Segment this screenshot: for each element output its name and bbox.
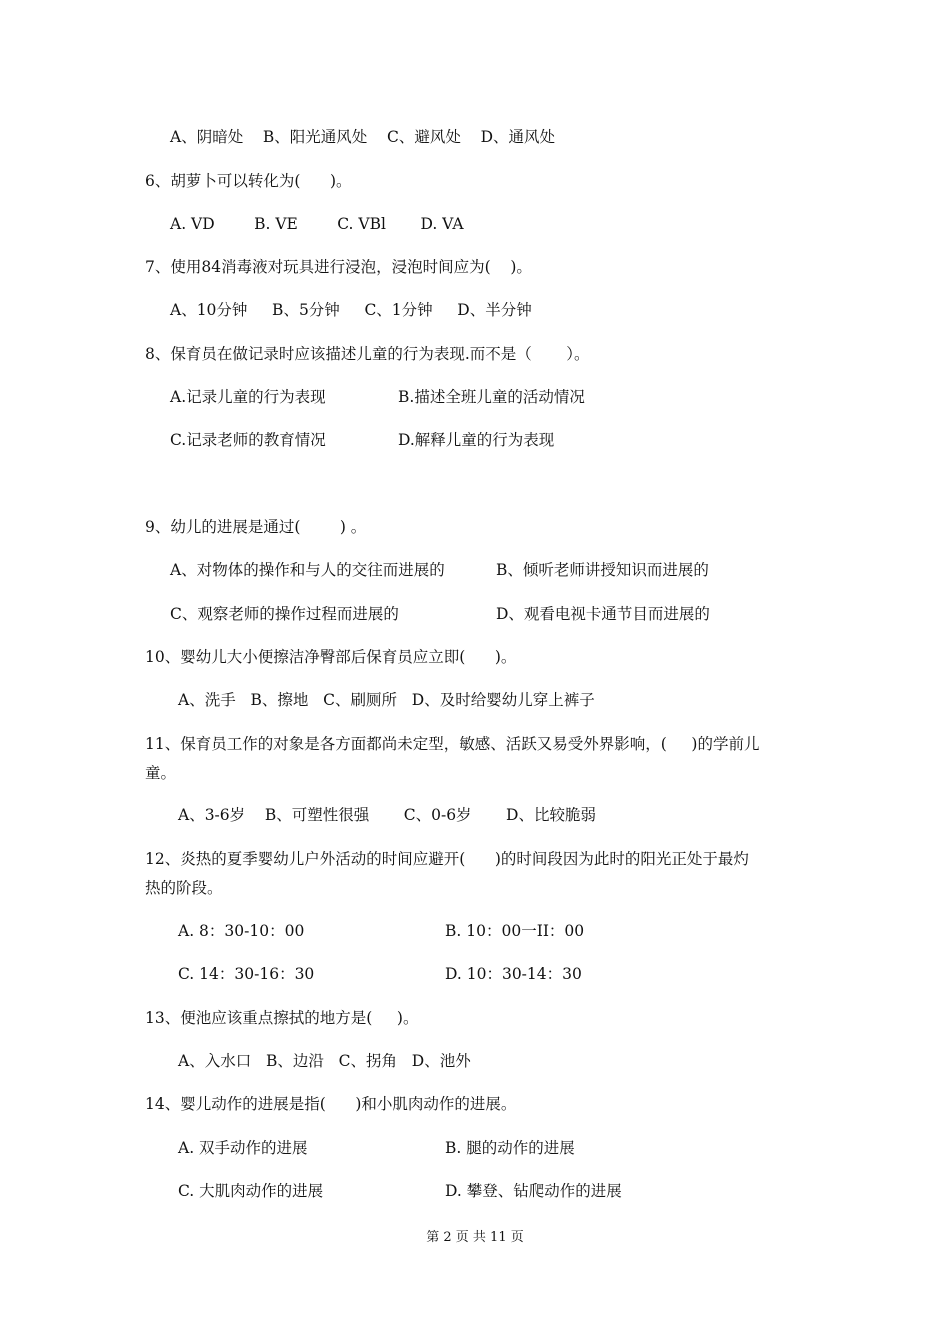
q13-stem: 13、便池应该重点擦拭的地方是( )。 bbox=[145, 1009, 419, 1027]
q9-option-d: D、观看电视卡通节目而进展的 bbox=[496, 605, 710, 623]
q12-stem-line2: 热的阶段。 bbox=[145, 879, 223, 897]
q9-stem: 9、幼儿的进展是通过( ) 。 bbox=[145, 518, 367, 536]
q11-options: A、3-6岁 B、可塑性很强 C、0-6岁 D、比较脆弱 bbox=[178, 806, 596, 824]
q9-option-a: A、对物体的操作和与人的交往而进展的 bbox=[170, 561, 445, 579]
q14-option-c: C. 大肌肉动作的进展 bbox=[178, 1182, 324, 1200]
q10-options: A、洗手 B、擦地 C、刷厕所 D、及时给婴幼儿穿上裤子 bbox=[178, 691, 595, 709]
q8-option-a: A.记录儿童的行为表现 bbox=[170, 388, 326, 406]
q12-option-d: D. 10：30-14：30 bbox=[445, 965, 582, 983]
q14-option-a: A. 双手动作的进展 bbox=[178, 1139, 308, 1157]
q12-option-c: C. 14：30-16：30 bbox=[178, 965, 315, 983]
q14-option-d: D. 攀登、钻爬动作的进展 bbox=[445, 1182, 622, 1200]
q12-stem-line1: 12、炎热的夏季婴幼儿户外活动的时间应避开( )的时间段因为此时的阳光正处于最灼 bbox=[145, 850, 749, 868]
q13-options: A、入水口 B、边沿 C、拐角 D、池外 bbox=[178, 1052, 471, 1070]
q5-options: A、阴暗处 B、阳光通风处 C、避风处 D、通风处 bbox=[170, 128, 555, 146]
q8-stem: 8、保育员在做记录时应该描述儿童的行为表现.而不是（ ）。 bbox=[145, 345, 590, 363]
q9-option-b: B、倾听老师讲授知识而进展的 bbox=[496, 561, 709, 579]
q12-option-b: B. 10：00一II：00 bbox=[445, 922, 585, 940]
q10-stem: 10、婴幼儿大小便擦洁净臀部后保育员应立即( )。 bbox=[145, 648, 517, 666]
q8-option-c: C.记录老师的教育情况 bbox=[170, 431, 326, 449]
q14-option-b: B. 腿的动作的进展 bbox=[445, 1139, 575, 1157]
page-footer: 第 2 页 共 11 页 bbox=[426, 1230, 524, 1245]
q11-stem-line2: 童。 bbox=[145, 764, 177, 782]
q8-option-d: D.解释儿童的行为表现 bbox=[398, 431, 555, 449]
q7-options: A、10分钟 B、5分钟 C、1分钟 D、半分钟 bbox=[170, 301, 532, 319]
q9-option-c: C、观察老师的操作过程而进展的 bbox=[170, 605, 399, 623]
q12-option-a: A. 8：30-10：00 bbox=[178, 922, 305, 940]
q11-stem-line1: 11、保育员工作的对象是各方面都尚未定型，敏感、活跃又易受外界影响，( )的学前儿 bbox=[145, 735, 760, 753]
q14-stem: 14、婴儿动作的进展是指( )和小肌肉动作的进展。 bbox=[145, 1095, 517, 1113]
q7-stem: 7、使用84消毒液对玩具进行浸泡，浸泡时间应为( )。 bbox=[145, 258, 532, 276]
q8-option-b: B.描述全班儿童的活动情况 bbox=[398, 388, 585, 406]
q6-options: A. VD B. VE C. VBl D. VA bbox=[170, 215, 464, 233]
q6-stem: 6、胡萝卜可以转化为( )。 bbox=[145, 172, 352, 190]
